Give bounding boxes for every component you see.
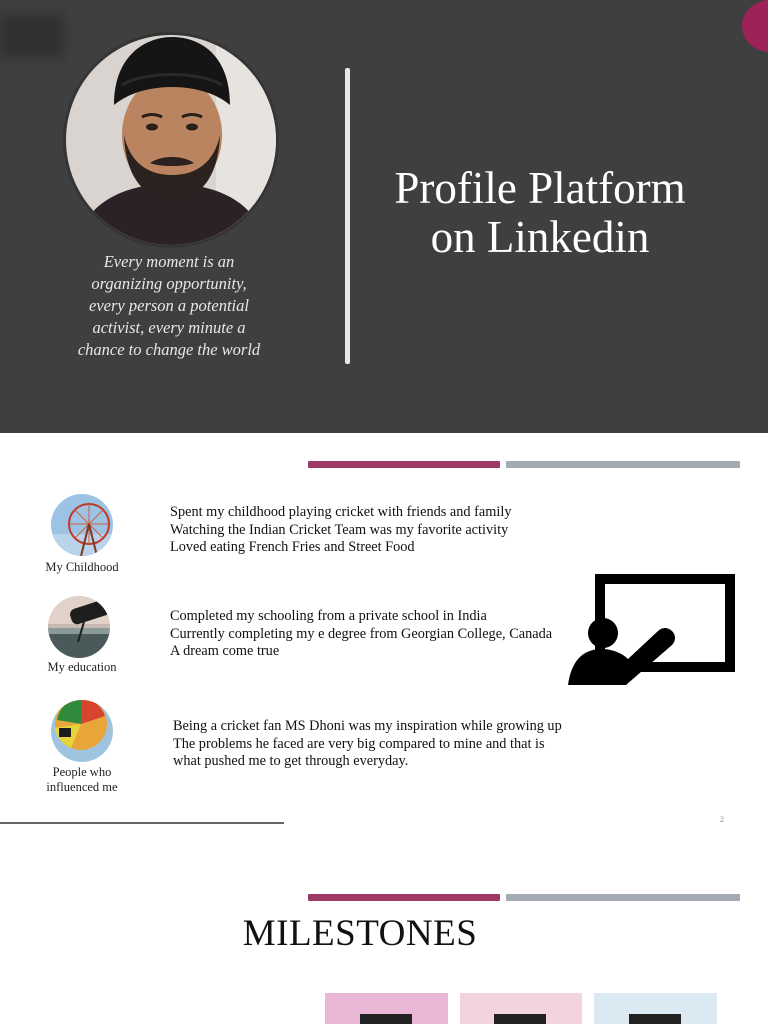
milestone-tile-icon: [360, 1014, 412, 1024]
title-line: Profile Platform: [394, 163, 686, 213]
childhood-caption: [27, 560, 137, 575]
accent-bar-gray: [506, 461, 740, 468]
accent-bar-pink: [308, 894, 500, 901]
influence-caption: [27, 765, 137, 795]
text-line: The problems he faced are very big compared to mine and that is: [173, 735, 545, 752]
quote-line: activist, every minute a: [92, 318, 246, 337]
quote-line: organizing opportunity,: [91, 274, 247, 293]
milestone-tile: [325, 993, 448, 1024]
influence-text: [173, 718, 562, 771]
text-line: Being a cricket fan MS Dhoni was my inspiration while growing up: [173, 718, 562, 734]
education-text: [170, 608, 552, 661]
ferris-wheel-photo-icon: [51, 494, 113, 556]
profile-photo: [66, 35, 276, 245]
vertical-divider: [345, 68, 350, 364]
quote-line: every person a potential: [89, 296, 249, 315]
accent-bar-pink: [308, 461, 500, 468]
hot-air-balloon-photo-icon: [51, 700, 113, 762]
person-portrait-icon: [66, 35, 276, 245]
page-number: 2: [720, 815, 724, 824]
presenter-board-icon: [566, 573, 736, 688]
caption-line: influenced me: [46, 780, 118, 794]
title-slide: [0, 0, 768, 433]
milestone-tile-icon: [629, 1014, 681, 1024]
text-line: Currently completing my e degree from Georgian College, Canada: [170, 625, 553, 642]
text-line: Watching the Indian Cricket Team was my favorite activity: [170, 521, 509, 538]
milestone-tile-icon: [494, 1014, 546, 1024]
milestone-tile: [594, 993, 717, 1024]
caption-line: People who: [52, 765, 112, 779]
corner-accent-circle: [742, 0, 768, 52]
text-line: what pushed me to get through everyday.: [173, 753, 409, 769]
childhood-text: [170, 504, 511, 557]
blurred-logo: [0, 14, 64, 58]
milestone-tile: [460, 993, 582, 1024]
caption-line: My education: [47, 660, 117, 674]
milestones-heading: MILESTONES: [242, 913, 478, 954]
text-line: A dream come true: [170, 643, 280, 659]
text-line: Loved eating French Fries and Street Food: [170, 539, 415, 555]
text-line: Completed my schooling from a private school in India: [170, 608, 487, 624]
slide-title: [360, 164, 720, 262]
horizontal-divider: [0, 822, 284, 824]
quote-line: Every moment is an: [103, 252, 235, 271]
title-line: on Linkedin: [430, 212, 650, 262]
quote-text: [56, 251, 282, 361]
education-caption: [27, 660, 137, 675]
text-line: Spent my childhood playing cricket with friends and family: [170, 504, 512, 520]
accent-bar-gray: [506, 894, 740, 901]
telescope-photo-icon: [48, 596, 110, 658]
caption-line: My Childhood: [45, 560, 119, 574]
quote-line: chance to change the world: [77, 340, 261, 359]
